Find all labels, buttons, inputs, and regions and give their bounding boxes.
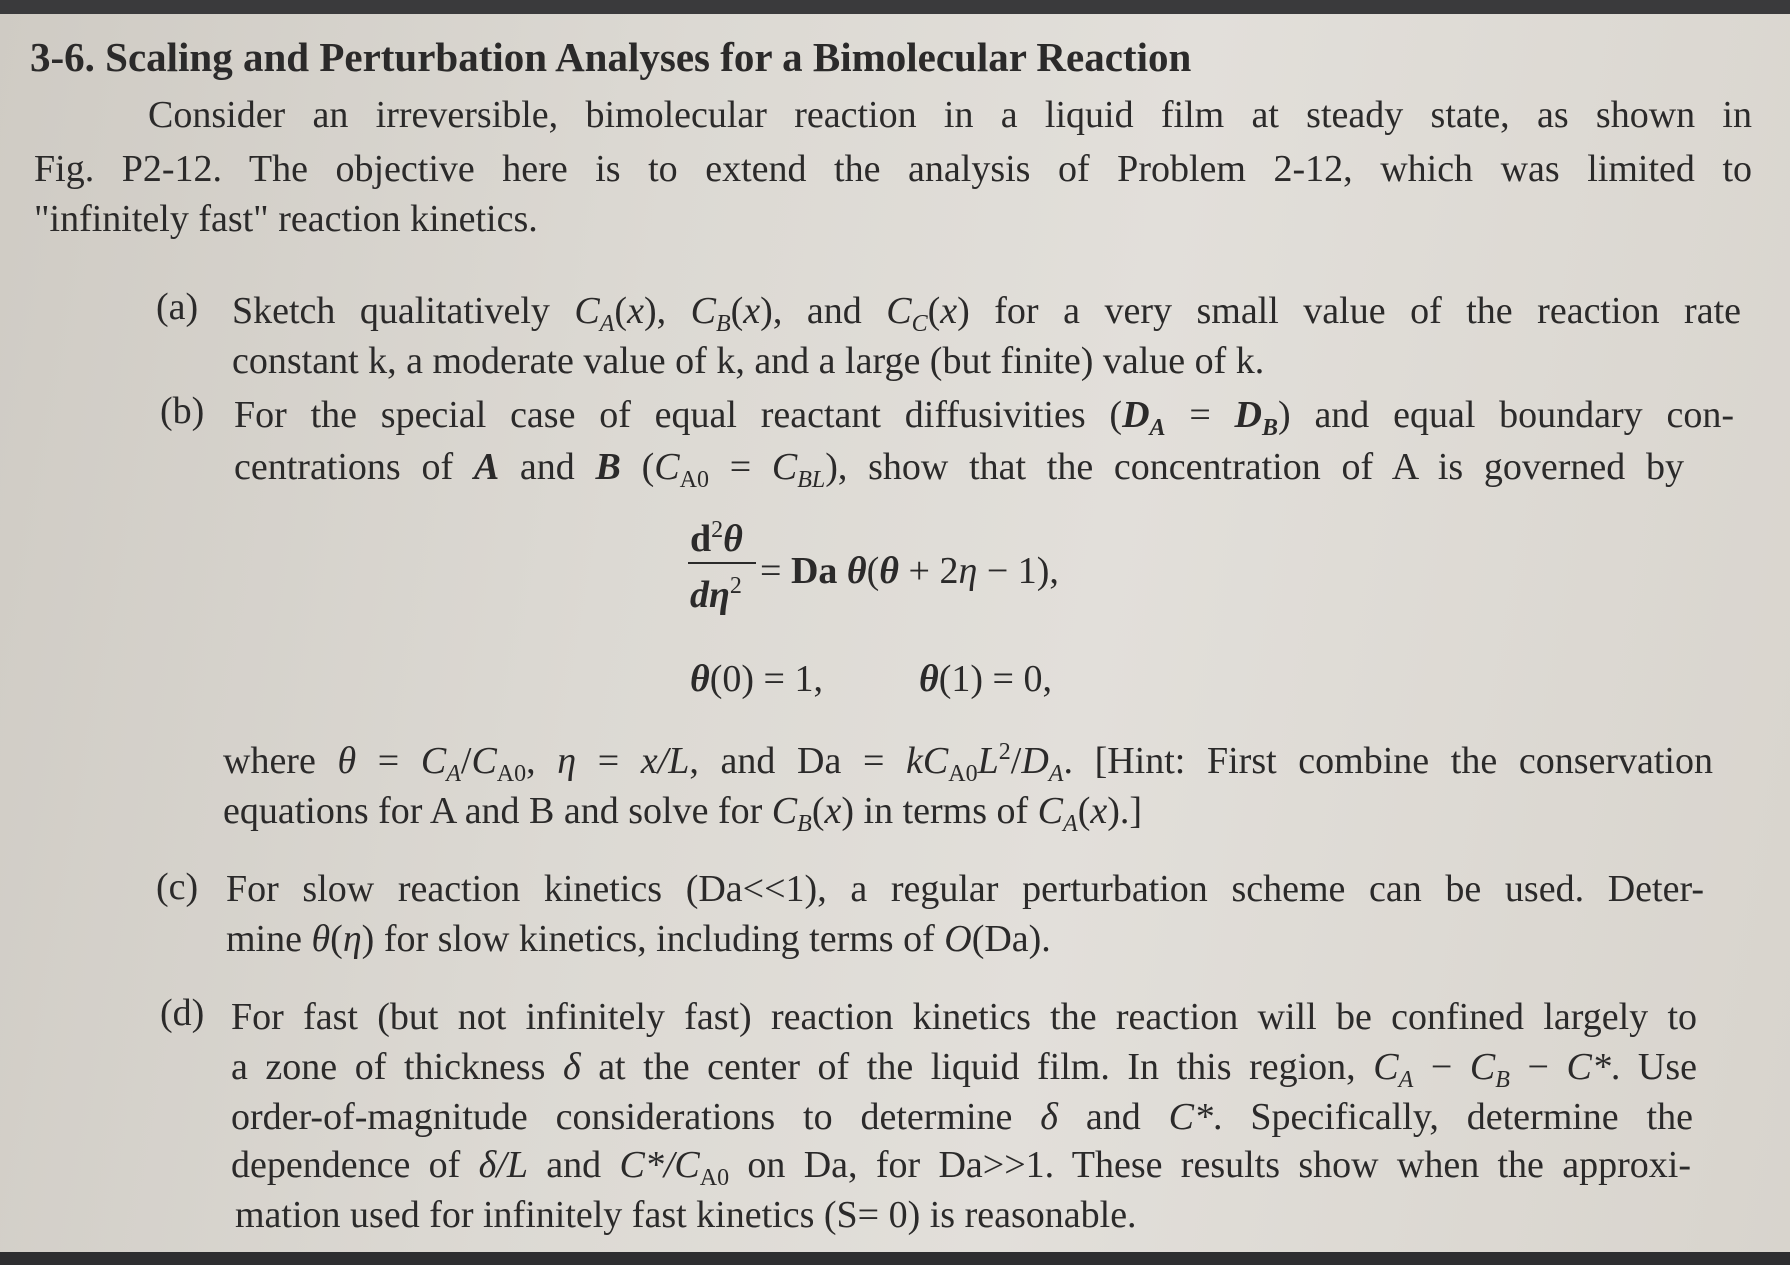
text-segment: ), <box>643 290 691 332</box>
text-segment: ), show that the concentration of A is governed by <box>825 446 1684 488</box>
text-segment: A <box>473 446 500 488</box>
text-segment: centrations of <box>234 446 474 488</box>
text-segment: A <box>446 761 461 787</box>
text-segment: A <box>1048 761 1064 787</box>
text-segment: C <box>654 446 680 488</box>
part-d-line-1 <box>231 994 1697 1040</box>
text-segment: For slow reaction kinetics (Da<<1), a regular perturbation scheme can be used. Deter- <box>226 868 1704 910</box>
text-segment: and <box>1057 1096 1169 1138</box>
part-b-line-1 <box>234 392 1734 441</box>
text-segment: ( <box>620 446 655 488</box>
part-d-line-4 <box>231 1142 1691 1191</box>
text-segment: on Da, for Da>>1. These results show when the approxi- <box>729 1144 1691 1186</box>
text-segment: A0 <box>496 761 527 787</box>
text-segment: x <box>1090 790 1108 832</box>
text-segment: BL <box>797 467 826 493</box>
screen-top-bezel <box>0 0 1790 14</box>
text-segment: Consider an irreversible, bimolecular reaction in a liquid film at steady state, as shown in <box>148 94 1752 136</box>
text-segment: C* <box>1566 1046 1611 1088</box>
text-segment: dη <box>690 574 730 616</box>
text-segment: C* <box>1168 1096 1213 1138</box>
text-segment: d <box>690 518 712 560</box>
text-segment: C <box>1037 790 1064 832</box>
text-segment: C <box>690 290 716 332</box>
problem-title <box>30 34 1191 80</box>
equation-denominator <box>690 572 742 618</box>
text-segment: constant k, a moderate value of k, and a large (but finite) value of k. <box>232 340 1265 382</box>
text-segment: ), and <box>760 290 887 332</box>
text-segment: A0 <box>699 1165 730 1191</box>
part-b-line-2 <box>234 444 1684 493</box>
text-segment <box>837 550 847 592</box>
part-d-label: (d) <box>160 992 205 1034</box>
text-segment: / <box>1010 740 1022 782</box>
text-segment: equations for A and B and solve for <box>223 790 772 832</box>
text-segment: D <box>1234 394 1262 436</box>
text-segment: a zone of thickness <box>231 1046 563 1088</box>
text-segment: "infinitely fast" reaction kinetics. <box>34 198 538 240</box>
text-segment: η <box>557 740 577 782</box>
intro-line-3 <box>34 196 538 242</box>
text-segment: − <box>1509 1046 1567 1088</box>
text-segment: , <box>526 740 558 782</box>
part-a-line-1 <box>232 288 1741 337</box>
text-segment: at the center of the liquid film. In this region, <box>580 1046 1374 1088</box>
part-a-label: (a) <box>156 286 199 328</box>
text-segment: x <box>743 290 761 332</box>
intro-line-1 <box>148 92 1752 138</box>
text-segment: mation used for infinitely fast kinetics (S= 0) is reasonable. <box>235 1194 1137 1236</box>
text-segment: C <box>420 740 447 782</box>
text-segment: x <box>940 290 958 332</box>
text-segment: Sketch qualitatively <box>232 290 575 332</box>
text-segment: − <box>1413 1046 1470 1088</box>
text-segment: Fig. P2-12. The objective here is to extend the analysis of Problem 2-12, which was limited to <box>34 148 1752 190</box>
text-segment: ) for slow kinetics, including terms of <box>361 918 945 960</box>
text-segment: For fast (but not infinitely fast) reaction kinetics the reaction will be confined largely to <box>231 996 1697 1038</box>
text-segment: θ <box>723 518 743 560</box>
text-segment: ) and equal boundary con- <box>1278 394 1734 436</box>
text-segment: = <box>760 550 791 592</box>
text-segment: C <box>574 290 600 332</box>
part-c-line-1 <box>226 866 1704 912</box>
intro-line-2 <box>34 146 1752 192</box>
text-segment: ( <box>811 790 825 832</box>
text-segment: . Use <box>1610 1046 1697 1088</box>
text-segment: = <box>708 446 772 488</box>
text-segment: (1) = 0, <box>938 658 1052 700</box>
text-segment: ( <box>730 290 744 332</box>
text-segment: ).] <box>1107 790 1143 832</box>
text-segment: kC <box>906 740 949 782</box>
text-segment: + 2 <box>899 550 959 592</box>
where-line-2 <box>223 788 1143 837</box>
text-segment: (0) = 1, <box>709 658 823 700</box>
text-segment: δ <box>1040 1096 1058 1138</box>
text-segment: θ <box>846 550 867 592</box>
text-segment: δ <box>562 1046 581 1088</box>
text-segment: η <box>342 918 362 960</box>
part-c-line-2 <box>226 916 1051 962</box>
text-segment: 3-6. Scaling and Perturbation Analyses for a Bimolecular Reaction <box>30 34 1192 80</box>
text-segment: B <box>1495 1067 1510 1093</box>
text-segment: C <box>471 740 497 782</box>
part-d-line-2 <box>231 1044 1697 1093</box>
text-segment: For the special case of equal reactant diffusivities ( <box>234 394 1123 436</box>
text-segment: ( <box>330 918 343 960</box>
text-segment: x/L <box>640 740 690 782</box>
part-a-line-2 <box>232 338 1264 384</box>
text-segment: θ <box>311 918 331 960</box>
text-segment: δ/L <box>478 1144 528 1186</box>
text-segment: − 1), <box>977 550 1059 592</box>
text-segment: A0 <box>679 467 709 493</box>
text-segment: ( <box>866 550 880 592</box>
text-segment: = <box>356 740 421 782</box>
part-d-line-5 <box>235 1192 1137 1238</box>
part-c-label: (c) <box>156 866 199 908</box>
text-segment: x <box>627 290 644 332</box>
text-segment: C <box>911 311 928 337</box>
text-segment: B <box>1261 415 1278 441</box>
text-segment: ( <box>927 290 941 332</box>
text-segment: (Da). <box>971 918 1051 960</box>
text-segment: C <box>1469 1046 1496 1088</box>
text-segment: η <box>958 550 978 592</box>
text-segment: x <box>824 790 842 832</box>
boundary-condition-1 <box>690 656 823 702</box>
text-segment: C <box>771 446 798 488</box>
text-segment: C <box>1373 1046 1399 1088</box>
text-segment: L <box>977 740 999 782</box>
text-segment: B <box>715 311 731 337</box>
text-segment: and <box>499 446 596 488</box>
text-segment: A <box>1149 415 1166 441</box>
text-segment: A <box>1398 1067 1414 1093</box>
text-segment: where <box>223 740 338 782</box>
text-segment: C <box>771 790 798 832</box>
text-segment: ( <box>614 290 628 332</box>
text-segment: and <box>527 1144 620 1186</box>
text-segment: ) for a very small value of the reaction rate <box>957 290 1741 332</box>
boundary-condition-2 <box>919 656 1052 702</box>
text-segment: O <box>944 918 972 960</box>
text-segment: θ <box>879 550 900 592</box>
text-segment: = <box>576 740 641 782</box>
text-segment: 2 <box>711 517 724 543</box>
text-segment: ( <box>1077 790 1091 832</box>
text-segment: ) in terms of <box>841 790 1038 832</box>
text-segment: A <box>599 311 615 337</box>
text-segment: C <box>886 290 912 332</box>
part-b-label: (b) <box>160 390 205 432</box>
text-segment: . Specifically, determine the <box>1212 1096 1693 1138</box>
text-segment: θ <box>919 658 939 700</box>
text-segment: dependence of <box>231 1144 479 1186</box>
text-segment: 2 <box>729 573 742 599</box>
text-segment: B <box>595 446 621 488</box>
text-segment: A0 <box>948 761 978 787</box>
text-segment: / <box>460 740 472 782</box>
text-segment: 2 <box>998 739 1011 765</box>
text-segment: D <box>1122 394 1150 436</box>
text-segment: C*/C <box>619 1144 700 1186</box>
text-segment: A <box>1063 811 1078 837</box>
text-segment: θ <box>337 740 357 782</box>
text-segment: D <box>1021 740 1049 782</box>
text-segment: . [Hint: First combine the conservation <box>1063 740 1713 782</box>
screen-bottom-bezel <box>0 1252 1790 1265</box>
text-segment: = <box>1165 394 1235 436</box>
text-segment: mine <box>226 918 312 960</box>
where-line-1 <box>223 738 1713 787</box>
text-segment: Da <box>790 550 838 592</box>
text-segment: order-of-magnitude considerations to determine <box>231 1096 1041 1138</box>
text-segment: B <box>797 811 812 837</box>
equation-rhs <box>760 548 1059 594</box>
text-segment: , and Da = <box>689 740 907 782</box>
part-d-line-3 <box>231 1094 1693 1140</box>
equation-numerator <box>690 516 743 562</box>
text-segment: θ <box>690 658 710 700</box>
fraction-bar <box>688 562 756 564</box>
